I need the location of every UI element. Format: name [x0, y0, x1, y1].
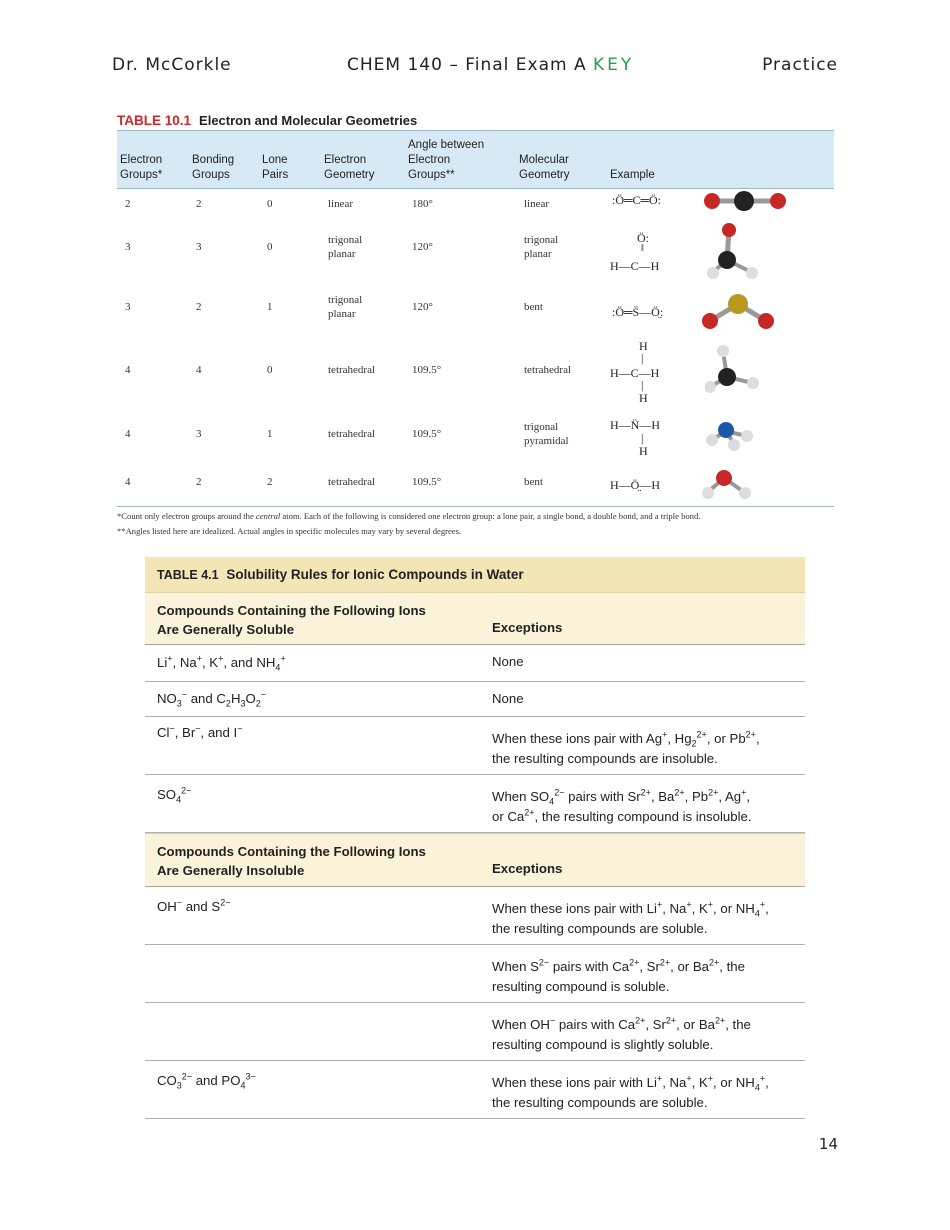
section-insoluble-title: Compounds Containing the Following Ions Are Generally Insoluble: [157, 844, 426, 878]
ion-carbonate-phosphate: $CO_3^{2-}$ and $PO_4^{3-}$: [157, 1071, 256, 1091]
cell: tetrahedral: [328, 364, 376, 376]
table4-title: [145, 557, 805, 592]
col-example: Example: [610, 169, 655, 181]
nitrogen-atom: [718, 422, 734, 438]
lewis-ch4-bond2: |: [641, 378, 644, 392]
hydrogen-atom: [739, 487, 751, 499]
hydrogen-atom: [717, 345, 729, 357]
oxygen-atom: [704, 193, 720, 209]
cell: tetrahedral: [524, 364, 572, 376]
footnote-1c: atom. Each of the following is considered one electron group: a lone pair, a single bond, a double bond, and a triple bond.: [280, 511, 701, 521]
lewis-ch2o-double: ‖: [641, 243, 644, 254]
ion-sulfate: $SO_4^{2-}$: [157, 785, 192, 805]
exception-halides: When these ions pair with Ag+, $Hg_2^{2+}$, or $Pb^{2+}$, the resulting compounds are insoluble.: [492, 729, 760, 766]
lewis-so2: :Ö═S̈—Ö̤:: [612, 305, 664, 319]
hydrogen-atom: [702, 487, 714, 499]
table-row: [145, 682, 805, 717]
table10-header: [117, 130, 834, 189]
table10-heading: Electron and Molecular Geometries: [199, 113, 418, 128]
cell: 2: [267, 476, 273, 488]
ion-alkali: Li+, Na+, K+, and $NH_4^+$: [157, 653, 286, 673]
carbon-atom: [734, 191, 754, 211]
cell: 3: [125, 241, 131, 253]
cell: bent: [524, 476, 543, 488]
co2-model: [700, 188, 790, 214]
cell: linear: [524, 198, 550, 210]
ion-nitrate-acetate: $NO_3^-$ and $C_2H_3O_2^-$: [157, 689, 267, 709]
cell: 109.5°: [412, 476, 442, 488]
lewis-ch2o-o: Ö:: [637, 231, 649, 245]
h2o-model: [700, 468, 758, 504]
cell: 109.5°: [412, 428, 442, 440]
cell: 109.5°: [412, 364, 442, 376]
exception-sulfide: When $S^{2-}$ pairs with $Ca^{2+}$, $Sr^{2+}$, or $Ba^{2+}$, the resulting compound is soluble.: [492, 957, 745, 994]
cell: 2: [125, 198, 131, 210]
cell: 2: [196, 198, 202, 210]
footnote-1a: *Count only electron groups around the: [117, 511, 256, 521]
ion-hydroxide-sulfide: OH− and $S^{2-}$: [157, 897, 231, 914]
oxygen-atom: [702, 313, 718, 329]
oxygen-atom: [716, 470, 732, 486]
table4-label: TABLE 4.1: [157, 568, 219, 582]
header-practice: Practice: [762, 55, 838, 75]
header-course: CHEM 140 – Final Exam A: [347, 55, 587, 75]
cell: 3: [196, 241, 202, 253]
cell: bent: [524, 301, 543, 313]
cell: tetrahedral: [328, 476, 376, 488]
section-soluble-title: Compounds Containing the Following Ions Are Generally Soluble: [157, 603, 426, 637]
cell: trigonal planar: [524, 234, 559, 260]
lewis-ch4-top: H: [639, 339, 648, 353]
exceptions-header: Exceptions: [492, 861, 563, 876]
table4-heading: Solubility Rules for Ionic Compounds in Water: [226, 567, 524, 582]
ch4-model: [705, 343, 765, 395]
oxygen-atom: [722, 223, 736, 237]
exception-text: resulting compound is slightly soluble.: [492, 1037, 714, 1052]
table4: [145, 557, 805, 1119]
table-row: [145, 1061, 805, 1119]
ch2o-model: [705, 220, 765, 282]
table-row: [145, 1003, 805, 1061]
exception-hydroxide-sulfide: When these ions pair with Li+, Na+, K+, or $NH_4^+$, the resulting compounds are soluble.: [492, 899, 769, 936]
cell: 180°: [412, 198, 433, 210]
section-insoluble-header: [145, 833, 805, 887]
so2-model: [698, 290, 780, 334]
exception-text: , the resulting compound is insoluble.: [534, 809, 752, 824]
hydrogen-atom: [746, 267, 758, 279]
cell: 1: [267, 428, 273, 440]
ion-halides: Cl−, Br−, and I−: [157, 723, 243, 740]
col-angle: Angle between Electron Groups**: [408, 139, 485, 181]
lewis-nh3: H—N̈—H: [610, 418, 660, 432]
lewis-nh3-bottom: H: [639, 444, 648, 458]
col-electron-groups: Electron Groups*: [120, 154, 163, 181]
cell: trigonal planar: [328, 234, 363, 260]
cell: 0: [267, 364, 273, 376]
table-row: [145, 887, 805, 945]
lewis-h2o: H—Ö̤—H: [610, 478, 660, 492]
exception-hydroxide: When OH− pairs with $Ca^{2+}$, $Sr^{2+}$, or $Ba^{2+}$, the resulting compound is slightly soluble.: [492, 1015, 751, 1052]
table10-label: TABLE 10.1: [117, 113, 192, 128]
col-bonding-groups: Bonding Groups: [192, 154, 235, 181]
exception-text: the resulting compounds are soluble.: [492, 921, 708, 936]
exception-none: None: [492, 654, 524, 669]
exception-text: the resulting compounds are insoluble.: [492, 751, 718, 766]
lewis-co2: :Ö═C═Ö:: [612, 193, 662, 207]
nh3-model: [704, 418, 762, 452]
col-electron-geometry: Electron Geometry: [324, 154, 375, 181]
cell: trigonal pyramidal: [524, 421, 569, 447]
table-row: [145, 775, 805, 833]
hydrogen-atom: [747, 377, 759, 389]
cell: 4: [125, 476, 131, 488]
table-row: [145, 717, 805, 775]
exception-text: resulting compound is soluble.: [492, 979, 670, 994]
exception-carbonate-phosphate: When these ions pair with Li+, Na+, K+, or $NH_4^+$, the resulting compounds are soluble.: [492, 1073, 769, 1110]
cell: 0: [267, 198, 273, 210]
section-soluble-header: [145, 592, 805, 645]
cell: 2: [196, 476, 202, 488]
header-key: KEY: [593, 55, 635, 75]
table10-bottom-rule: [117, 506, 834, 507]
lewis-ch4-bottom: H: [639, 391, 648, 405]
lewis-nh3-bond: |: [641, 431, 644, 445]
cell: 120°: [412, 241, 433, 253]
table10-footnote-1: [117, 511, 700, 521]
hydrogen-atom: [741, 430, 753, 442]
cell: 3: [196, 428, 202, 440]
hydrogen-atom: [707, 267, 719, 279]
cell: 4: [196, 364, 202, 376]
sulfur-atom: [728, 294, 748, 314]
lewis-ch2o: H—C—H: [610, 259, 660, 273]
cell: 4: [125, 428, 131, 440]
table10-footnote-2: **Angles listed here are idealized. Actual angles in specific molecules may vary by several degrees.: [117, 526, 462, 536]
lewis-ch4: H—C—H: [610, 366, 660, 380]
cell: 120°: [412, 301, 433, 313]
table-row: [145, 645, 805, 682]
header-author: Dr. McCorkle: [112, 55, 232, 75]
carbon-atom: [718, 251, 736, 269]
exception-none: None: [492, 691, 524, 706]
exceptions-header: Exceptions: [492, 620, 563, 635]
cell: 2: [196, 301, 202, 313]
hydrogen-atom: [706, 434, 718, 446]
table10-title: [117, 113, 417, 128]
table-row: [145, 945, 805, 1003]
header-title: [347, 55, 634, 75]
carbon-atom: [718, 368, 736, 386]
cell: 4: [125, 364, 131, 376]
cell: linear: [328, 198, 354, 210]
cell: 3: [125, 301, 131, 313]
cell: trigonal planar: [328, 294, 363, 320]
exception-text: the resulting compounds are soluble.: [492, 1095, 708, 1110]
footnote-1b: central: [255, 511, 281, 521]
page-number: 14: [818, 1135, 838, 1153]
hydrogen-atom: [728, 439, 740, 451]
col-molecular-geometry: Molecular Geometry: [519, 154, 570, 181]
col-lone-pairs: Lone Pairs: [262, 154, 289, 181]
exception-sulfate: When $SO_4^{2-}$ pairs with $Sr^{2+}$, $Ba^{2+}$, $Pb^{2+}$, Ag+, or $Ca^{2+}$, the resulting compound is insoluble.: [492, 787, 752, 824]
cell: 0: [267, 241, 273, 253]
oxygen-atom: [770, 193, 786, 209]
oxygen-atom: [758, 313, 774, 329]
lewis-ch4-bond: |: [641, 351, 644, 365]
cell: 1: [267, 301, 273, 313]
cell: tetrahedral: [328, 428, 376, 440]
